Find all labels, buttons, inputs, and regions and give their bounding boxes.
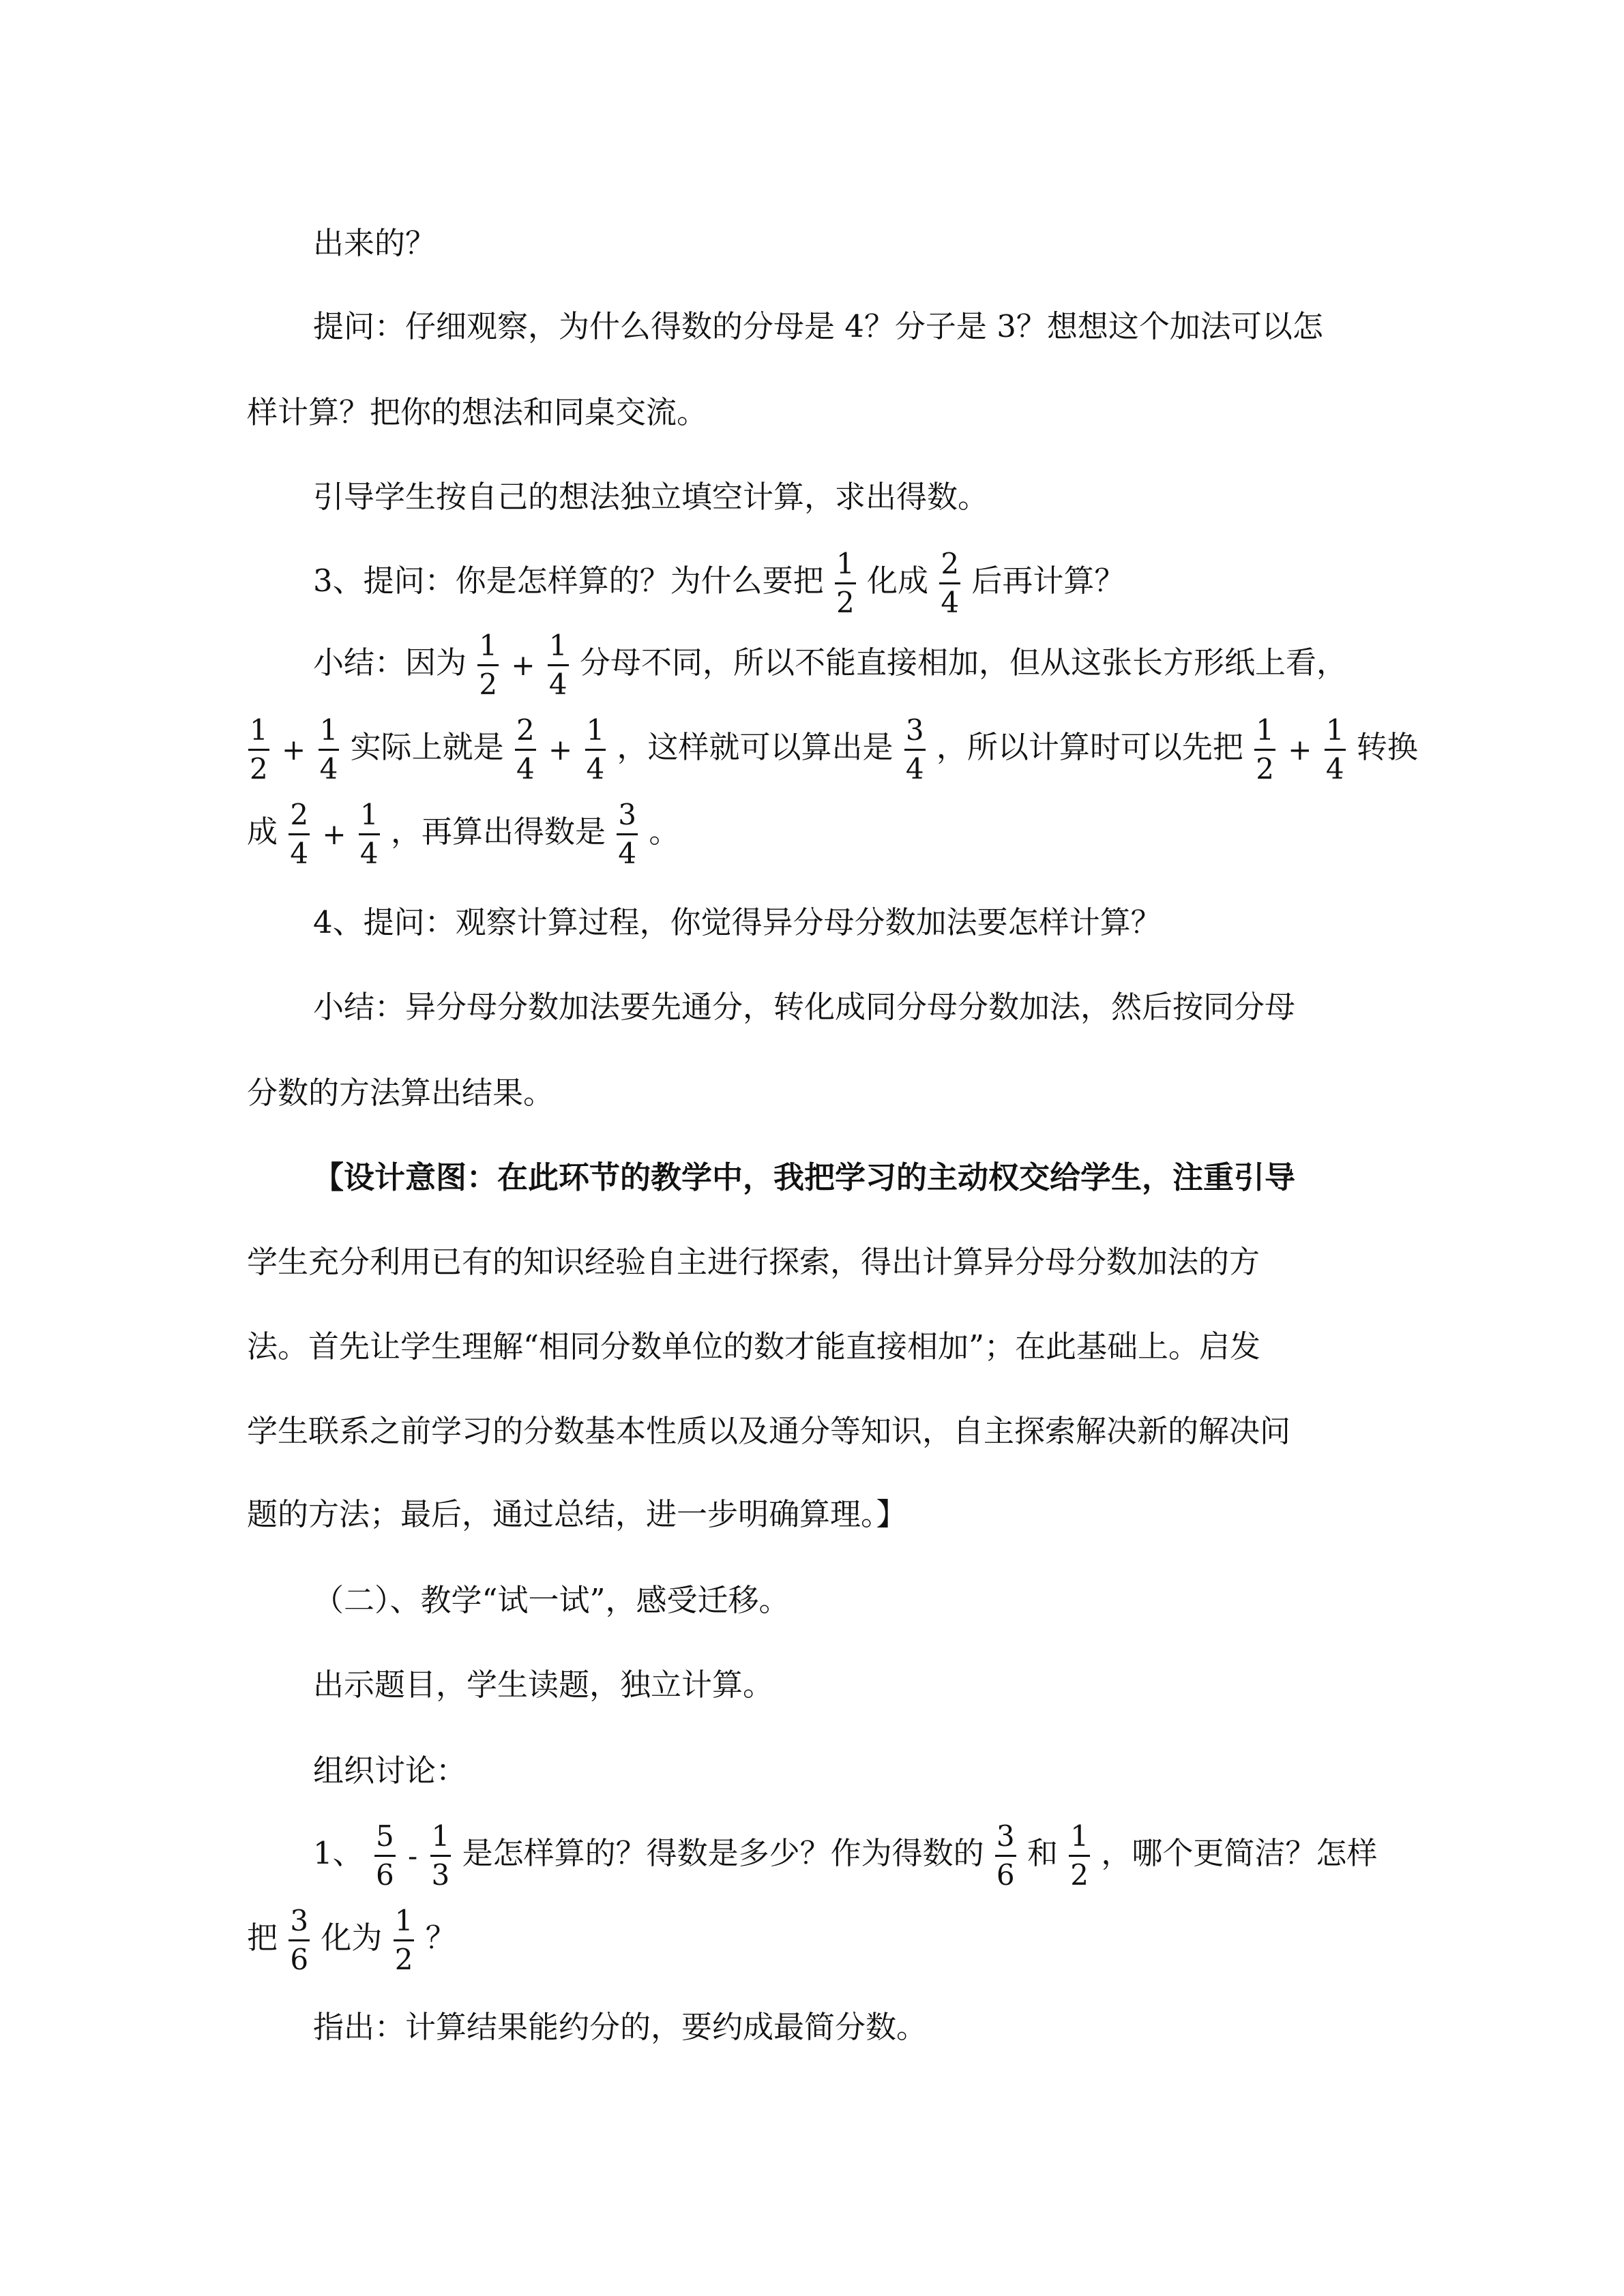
denominator: 2 [836,586,855,619]
text: 转换 [1356,729,1418,765]
denominator: 4 [319,752,338,786]
numerator: 1 [1254,716,1275,751]
fraction [904,713,926,786]
fraction [430,1819,452,1892]
numerator: 1 [585,716,606,751]
paragraph-line [247,1904,456,1976]
denominator: 4 [290,837,309,870]
fraction [289,1904,310,1976]
denominator: 3 [431,1858,450,1892]
paragraph-line [313,904,1162,940]
paragraph-line [313,225,437,261]
paragraph-line [313,479,989,515]
paragraph-line [313,1819,1378,1892]
paragraph-line [247,1244,1260,1280]
text: 分数的方法算出结果。 [247,1075,555,1111]
denominator: 2 [1256,752,1274,786]
numerator: 1 [548,631,569,666]
denominator: 4 [618,837,636,870]
text: ？ [425,1920,456,1956]
plus-sign: + [282,732,306,766]
text: 3、提问：你是怎样算的？为什么要把 [313,563,824,599]
fraction [319,713,340,786]
denominator: 4 [516,752,535,786]
denominator: 2 [250,752,268,786]
paragraph-line [313,1159,1296,1195]
numerator: 1 [477,631,499,666]
paragraph-line [247,798,680,870]
paragraph-line [313,2009,928,2045]
fraction [1325,713,1346,786]
denominator: 4 [905,752,924,786]
denominator: 4 [941,586,960,619]
plus-sign: + [548,732,573,766]
paragraph-line [247,1328,1261,1365]
plus-sign: + [322,817,346,851]
fraction [939,547,960,619]
numerator: 3 [995,1822,1016,1857]
text: ，这样就可以算出是 [617,729,894,765]
numerator: 1 [430,1822,452,1857]
plus-sign: + [1288,732,1312,766]
denominator: 6 [996,1858,1015,1892]
numerator: 2 [939,550,960,584]
numerator: 1 [1069,1822,1090,1857]
numerator: 1 [835,550,856,584]
text: 实际上就是 [350,729,504,765]
numerator: 3 [904,716,926,751]
fraction [1254,713,1275,786]
text: 法。首先让学生理解“相同分数单位的数才能直接相加”；在此基础上。启发 [247,1328,1261,1365]
text: 出示题目，学生读题，独立计算。 [313,1667,774,1703]
text: 分母不同，所以不能直接相加，但从这张长方形纸上看， [579,644,1347,681]
fraction [835,547,856,619]
text: 指出：计算结果能约分的，要约成最简分数。 [313,2009,928,2045]
minus-sign: - [408,1838,418,1873]
numerator: 1 [319,716,340,751]
denominator: 2 [394,1943,413,1976]
fraction [617,798,638,870]
paragraph-line [313,1753,467,1789]
paragraph-line [313,989,1296,1025]
paragraph-line [313,1582,790,1618]
numerator: 2 [289,801,310,835]
text: 小结：异分母分数加法要先通分，转化成同分母分数加法，然后按同分母 [313,989,1296,1025]
paragraph-line [247,1413,1291,1449]
paragraph-line [247,713,1418,786]
denominator: 2 [479,668,498,701]
text: 学生充分利用已有的知识经验自主进行探索，得出计算异分母分数加法的方 [247,1244,1260,1280]
fraction [1069,1819,1090,1892]
text: 题的方法；最后，通过总结，进一步明确算理。】 [247,1496,907,1532]
denominator: 6 [375,1858,394,1892]
numerator: 2 [515,716,536,751]
plus-sign: + [511,648,535,682]
numerator: 1 [394,1907,415,1941]
denominator: 4 [359,837,379,870]
paragraph-line [313,631,1347,699]
paragraph-line [313,1667,774,1703]
numerator: 3 [617,801,638,835]
denominator: 2 [1070,1858,1089,1892]
paragraph-line [313,547,1125,619]
denominator: 4 [1325,752,1344,786]
text: 样计算？把你的想法和同桌交流。 [247,394,708,430]
numerator: 3 [289,1907,310,1941]
text: ，再算出得数是 [390,814,606,850]
fraction [585,713,606,786]
fraction [394,1904,415,1976]
fraction [359,798,380,870]
paragraph-line [247,1075,555,1111]
text: 4、提问：观察计算过程，你觉得异分母分数加法要怎样计算？ [313,904,1162,940]
denominator: 4 [586,752,605,786]
text: 1、 [313,1835,364,1871]
text: 化成 [867,563,929,599]
fraction [248,713,269,786]
text: 学生联系之前学习的分数基本性质以及通分等知识，自主探索解决新的解决问 [247,1413,1291,1449]
text: ，哪个更简洁？怎样 [1101,1835,1378,1871]
numerator: 1 [248,716,269,751]
text: 化为 [321,1920,383,1956]
text: 把 [247,1920,278,1956]
text: 。 [649,814,680,850]
numerator: 1 [359,801,380,835]
text: 是怎样算的？得数是多少？作为得数的 [462,1835,984,1871]
fraction [289,798,310,870]
fraction [515,713,536,786]
denominator: 4 [548,668,567,701]
numerator: 1 [1325,716,1346,751]
denominator: 6 [290,1943,309,1976]
text: 出来的？ [313,225,437,261]
text: 引导学生按自己的想法独立填空计算，求出得数。 [313,479,989,515]
paragraph-line [313,308,1323,344]
text: 小结：因为 [313,644,467,681]
text: ，所以计算时可以先把 [936,729,1243,765]
text: 后再计算？ [971,563,1125,599]
text: 和 [1027,1835,1058,1871]
fraction [374,1819,396,1892]
text: （二）、教学“试一试”，感受迁移。 [313,1582,790,1618]
fraction [995,1819,1016,1892]
paragraph-line [247,1496,907,1532]
fraction [548,631,569,699]
text: 成 [247,814,278,850]
text: 【设计意图：在此环节的教学中，我把学习的主动权交给学生，注重引导 [313,1159,1296,1195]
paragraph-line [247,394,708,430]
text: 提问：仔细观察，为什么得数的分母是 4？分子是 3？想想这个加法可以怎 [313,308,1323,344]
text: 组织讨论： [313,1753,467,1789]
numerator: 5 [374,1822,396,1857]
fraction [477,631,499,699]
